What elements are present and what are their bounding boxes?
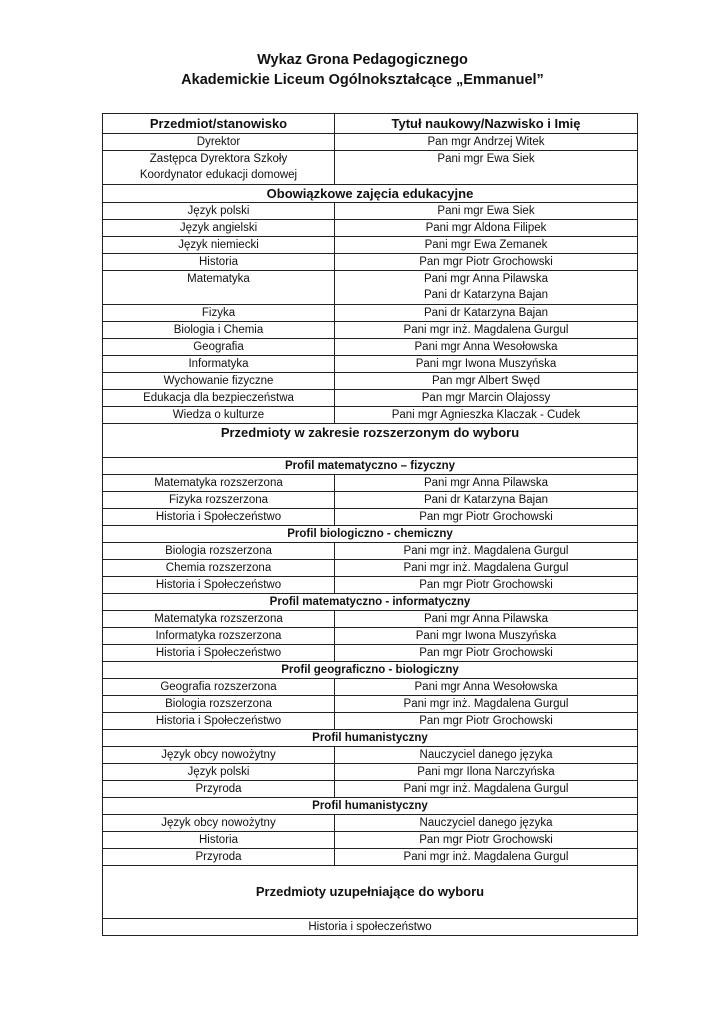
subject-cell: Historia i Społeczeństwo (103, 577, 335, 594)
table-row (103, 151, 638, 185)
subject-cell: Geografia rozszerzona (103, 679, 335, 696)
teacher-cell: Pani mgr inż. Magdalena Gurgul (335, 322, 638, 339)
section-row (103, 866, 638, 919)
staff-table (102, 113, 638, 936)
subject-cell: Język niemiecki (103, 237, 335, 254)
table-row (103, 781, 638, 798)
header-teacher: Tytuł naukowy/Nazwisko i Imię (335, 114, 638, 134)
teacher-cell: Pani mgr Anna Wesołowska (335, 679, 638, 696)
subject-cell: Geografia (103, 339, 335, 356)
subject-cell: Język obcy nowożytny (103, 747, 335, 764)
profile-title: Profil matematyczno – fizyczny (103, 458, 638, 475)
teacher-cell (335, 271, 638, 305)
subject-cell: Matematyka rozszerzona (103, 475, 335, 492)
table-row (103, 271, 638, 305)
teacher-cell: Pani mgr Aldona Filipek (335, 220, 638, 237)
table-row (103, 339, 638, 356)
teacher-cell: Pani mgr Ilona Narczyńska (335, 764, 638, 781)
profile-title: Profil humanistyczny (103, 730, 638, 747)
teacher-cell: Pan mgr Piotr Grochowski (335, 509, 638, 526)
document-title: Wykaz Grona Pedagogicznego (257, 52, 468, 68)
teacher-cell: Pani mgr Iwona Muszyńska (335, 628, 638, 645)
table-row (103, 645, 638, 662)
name-cell: Pani mgr Ewa Siek (335, 151, 638, 185)
table-row (103, 373, 638, 390)
table-row (103, 696, 638, 713)
teacher-cell: Pan mgr Piotr Grochowski (335, 713, 638, 730)
subject-cell: Biologia i Chemia (103, 322, 335, 339)
subject-cell: Przyroda (103, 849, 335, 866)
subject-cell: Informatyka (103, 356, 335, 373)
section-row (103, 424, 638, 444)
role-cell: Dyrektor (103, 134, 335, 151)
profile-title: Profil biologiczno - chemiczny (103, 526, 638, 543)
subject-cell: Matematyka (103, 271, 335, 305)
table-row (103, 560, 638, 577)
profile-header-row (103, 662, 638, 679)
table-row (103, 747, 638, 764)
table-row (103, 220, 638, 237)
role-line: Koordynator edukacji domowej (139, 169, 298, 181)
teacher-cell: Nauczyciel danego języka (335, 815, 638, 832)
subject-cell: Historia i Społeczeństwo (103, 645, 335, 662)
profile-header-row (103, 526, 638, 543)
subject-cell: Fizyka rozszerzona (103, 492, 335, 509)
teacher-cell: Pani mgr Anna Pilawska (335, 611, 638, 628)
document-subtitle: Akademickie Liceum Ogólnokształcące „Emmanuel” (181, 72, 544, 88)
teacher-cell: Pan mgr Albert Swęd (335, 373, 638, 390)
table-row (103, 815, 638, 832)
profile-header-row (103, 798, 638, 815)
subject-cell: Historia i Społeczeństwo (103, 713, 335, 730)
table-row (103, 390, 638, 407)
profile-header-row (103, 458, 638, 475)
section-row (103, 185, 638, 203)
section-supplementary-title: Przedmioty uzupełniające do wyboru (103, 866, 638, 919)
spacer-cell (103, 443, 638, 458)
table-row (103, 237, 638, 254)
teacher-cell: Pani mgr Ewa Siek (335, 203, 638, 220)
subject-cell: Język obcy nowożytny (103, 815, 335, 832)
subject-cell: Język polski (103, 203, 335, 220)
table-row (103, 919, 638, 936)
teacher-line: Pani dr Katarzyna Bajan (423, 289, 549, 301)
table-row (103, 713, 638, 730)
name-cell: Pan mgr Andrzej Witek (335, 134, 638, 151)
table-row (103, 628, 638, 645)
subject-cell: Chemia rozszerzona (103, 560, 335, 577)
table-row (103, 611, 638, 628)
subject-cell: Historia i Społeczeństwo (103, 509, 335, 526)
section-mandatory-title: Obowiązkowe zajęcia edukacyjne (103, 185, 638, 203)
section-extended-title: Przedmioty w zakresie rozszerzonym do wyboru (103, 424, 638, 444)
teacher-cell: Pani dr Katarzyna Bajan (335, 305, 638, 322)
profile-title: Profil geograficzno - biologiczny (103, 662, 638, 679)
table-row (103, 322, 638, 339)
profile-title: Profil matematyczno - informatyczny (103, 594, 638, 611)
profile-title: Profil humanistyczny (103, 798, 638, 815)
profile-header-row (103, 730, 638, 747)
subject-cell: Informatyka rozszerzona (103, 628, 335, 645)
table-row (103, 356, 638, 373)
table-row (103, 509, 638, 526)
subject-cell: Wychowanie fizyczne (103, 373, 335, 390)
table-row (103, 543, 638, 560)
subject-cell: Wiedza o kulturze (103, 407, 335, 424)
profile-header-row (103, 594, 638, 611)
subject-cell: Język polski (103, 764, 335, 781)
table-row (103, 475, 638, 492)
teacher-cell: Pani mgr inż. Magdalena Gurgul (335, 560, 638, 577)
table-row (103, 305, 638, 322)
teacher-cell: Pani mgr Anna Wesołowska (335, 339, 638, 356)
teacher-cell: Pani mgr Iwona Muszyńska (335, 356, 638, 373)
teacher-cell: Pani dr Katarzyna Bajan (335, 492, 638, 509)
teacher-cell: Pani mgr Anna Pilawska (335, 475, 638, 492)
teacher-line: Pani mgr Anna Pilawska (423, 273, 548, 285)
table-row (103, 407, 638, 424)
teacher-cell: Pani mgr Ewa Zemanek (335, 237, 638, 254)
teacher-cell: Pani mgr inż. Magdalena Gurgul (335, 696, 638, 713)
teacher-cell: Pan mgr Piotr Grochowski (335, 577, 638, 594)
subject-cell: Historia (103, 254, 335, 271)
spacer-row (103, 443, 638, 458)
teacher-cell: Pani mgr inż. Magdalena Gurgul (335, 781, 638, 798)
teacher-cell: Pani mgr inż. Magdalena Gurgul (335, 543, 638, 560)
subject-cell: Matematyka rozszerzona (103, 611, 335, 628)
subject-cell: Biologia rozszerzona (103, 543, 335, 560)
subject-cell: Fizyka (103, 305, 335, 322)
table-row (103, 679, 638, 696)
teacher-cell: Nauczyciel danego języka (335, 747, 638, 764)
header-subject: Przedmiot/stanowisko (103, 114, 335, 134)
table-row (103, 764, 638, 781)
subject-cell: Edukacja dla bezpieczeństwa (103, 390, 335, 407)
table-header-row (103, 114, 638, 134)
table-row (103, 849, 638, 866)
table-row (103, 832, 638, 849)
table-row (103, 134, 638, 151)
subject-cell: Przyroda (103, 781, 335, 798)
table-row (103, 254, 638, 271)
subject-cell: Historia (103, 832, 335, 849)
table-row (103, 492, 638, 509)
table-row (103, 577, 638, 594)
subject-cell: Język angielski (103, 220, 335, 237)
role-line: Zastępca Dyrektora Szkoły (149, 153, 288, 165)
teacher-cell: Pan mgr Piotr Grochowski (335, 832, 638, 849)
supplementary-cell: Historia i społeczeństwo (103, 919, 638, 936)
teacher-cell: Pan mgr Piotr Grochowski (335, 254, 638, 271)
teacher-cell: Pani mgr Agnieszka Klaczak - Cudek (335, 407, 638, 424)
subject-cell: Biologia rozszerzona (103, 696, 335, 713)
teacher-cell: Pan mgr Piotr Grochowski (335, 645, 638, 662)
role-cell (103, 151, 335, 185)
teacher-cell: Pani mgr inż. Magdalena Gurgul (335, 849, 638, 866)
table-row (103, 203, 638, 220)
teacher-cell: Pan mgr Marcin Olajossy (335, 390, 638, 407)
